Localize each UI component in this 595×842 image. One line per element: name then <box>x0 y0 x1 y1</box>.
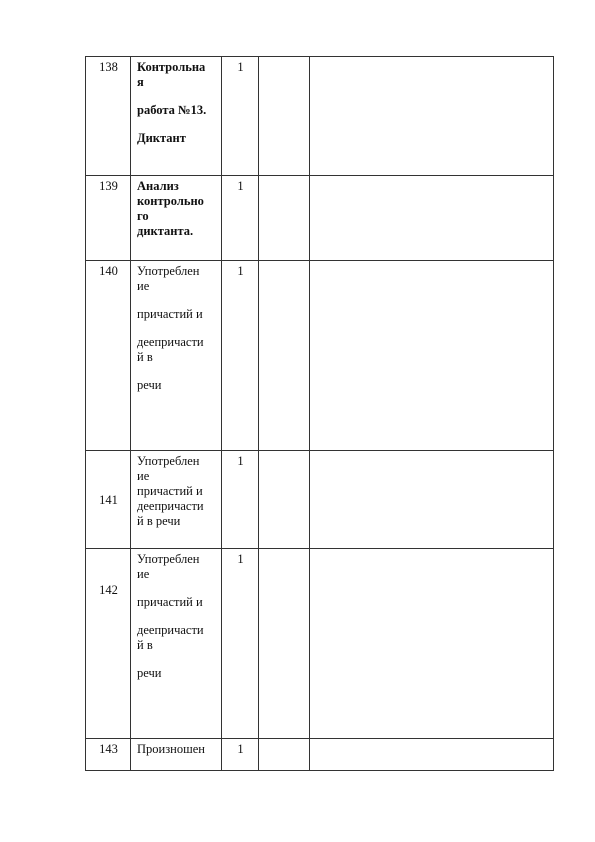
lesson-hours: 1 <box>222 261 259 451</box>
notes-cell <box>310 57 554 176</box>
topic-line: Употреблен <box>137 264 200 278</box>
notes-cell <box>310 549 554 739</box>
topic-line: деепричасти <box>137 499 204 513</box>
topic-line: деепричасти <box>137 623 204 637</box>
notes-cell <box>310 176 554 261</box>
table-row <box>86 739 554 771</box>
date-cell <box>259 451 310 549</box>
topic-line: причастий и <box>137 484 203 498</box>
table-row <box>86 176 554 261</box>
lesson-topic <box>131 176 222 261</box>
topic-line: причастий и <box>137 307 203 321</box>
lesson-topic <box>131 57 222 176</box>
notes-cell <box>310 451 554 549</box>
lesson-plan-table <box>85 56 554 771</box>
date-cell <box>259 261 310 451</box>
lesson-hours: 1 <box>222 549 259 739</box>
lesson-number: 138 <box>86 57 131 176</box>
date-cell <box>259 176 310 261</box>
topic-line: причастий и <box>137 595 203 609</box>
topic-line: Анализ <box>137 179 179 193</box>
topic-line: й в <box>137 638 153 652</box>
topic-line: ие <box>137 469 150 483</box>
topic-line: го <box>137 209 149 223</box>
table-row <box>86 549 554 739</box>
date-cell <box>259 549 310 739</box>
lesson-number: 143 <box>86 739 131 771</box>
lesson-hours: 1 <box>222 739 259 771</box>
lesson-topic <box>131 739 222 771</box>
topic-line: Произношен <box>137 742 205 756</box>
topic-line: речи <box>137 378 162 392</box>
lesson-number: 142 <box>86 549 131 739</box>
topic-line: Контрольна <box>137 60 206 74</box>
lesson-number: 139 <box>86 176 131 261</box>
lesson-topic <box>131 261 222 451</box>
topic-line: й в речи <box>137 514 181 528</box>
lesson-topic <box>131 549 222 739</box>
topic-line: Диктант <box>137 131 186 145</box>
table-row <box>86 451 554 549</box>
topic-line: Употреблен <box>137 552 200 566</box>
date-cell <box>259 57 310 176</box>
topic-line: ие <box>137 567 150 581</box>
table-row <box>86 261 554 451</box>
notes-cell <box>310 261 554 451</box>
date-cell <box>259 739 310 771</box>
lesson-topic <box>131 451 222 549</box>
topic-line: Употреблен <box>137 454 200 468</box>
topic-line: й в <box>137 350 153 364</box>
topic-line: работа №13. <box>137 103 207 117</box>
notes-cell <box>310 739 554 771</box>
lesson-hours: 1 <box>222 451 259 549</box>
topic-line: я <box>137 75 144 89</box>
table-row <box>86 57 554 176</box>
lesson-hours: 1 <box>222 176 259 261</box>
lesson-number: 140 <box>86 261 131 451</box>
topic-line: речи <box>137 666 162 680</box>
topic-line: диктанта. <box>137 224 194 238</box>
lesson-hours: 1 <box>222 57 259 176</box>
lesson-number: 141 <box>86 451 131 549</box>
topic-line: ие <box>137 279 150 293</box>
topic-line: контрольно <box>137 194 204 208</box>
topic-line: деепричасти <box>137 335 204 349</box>
